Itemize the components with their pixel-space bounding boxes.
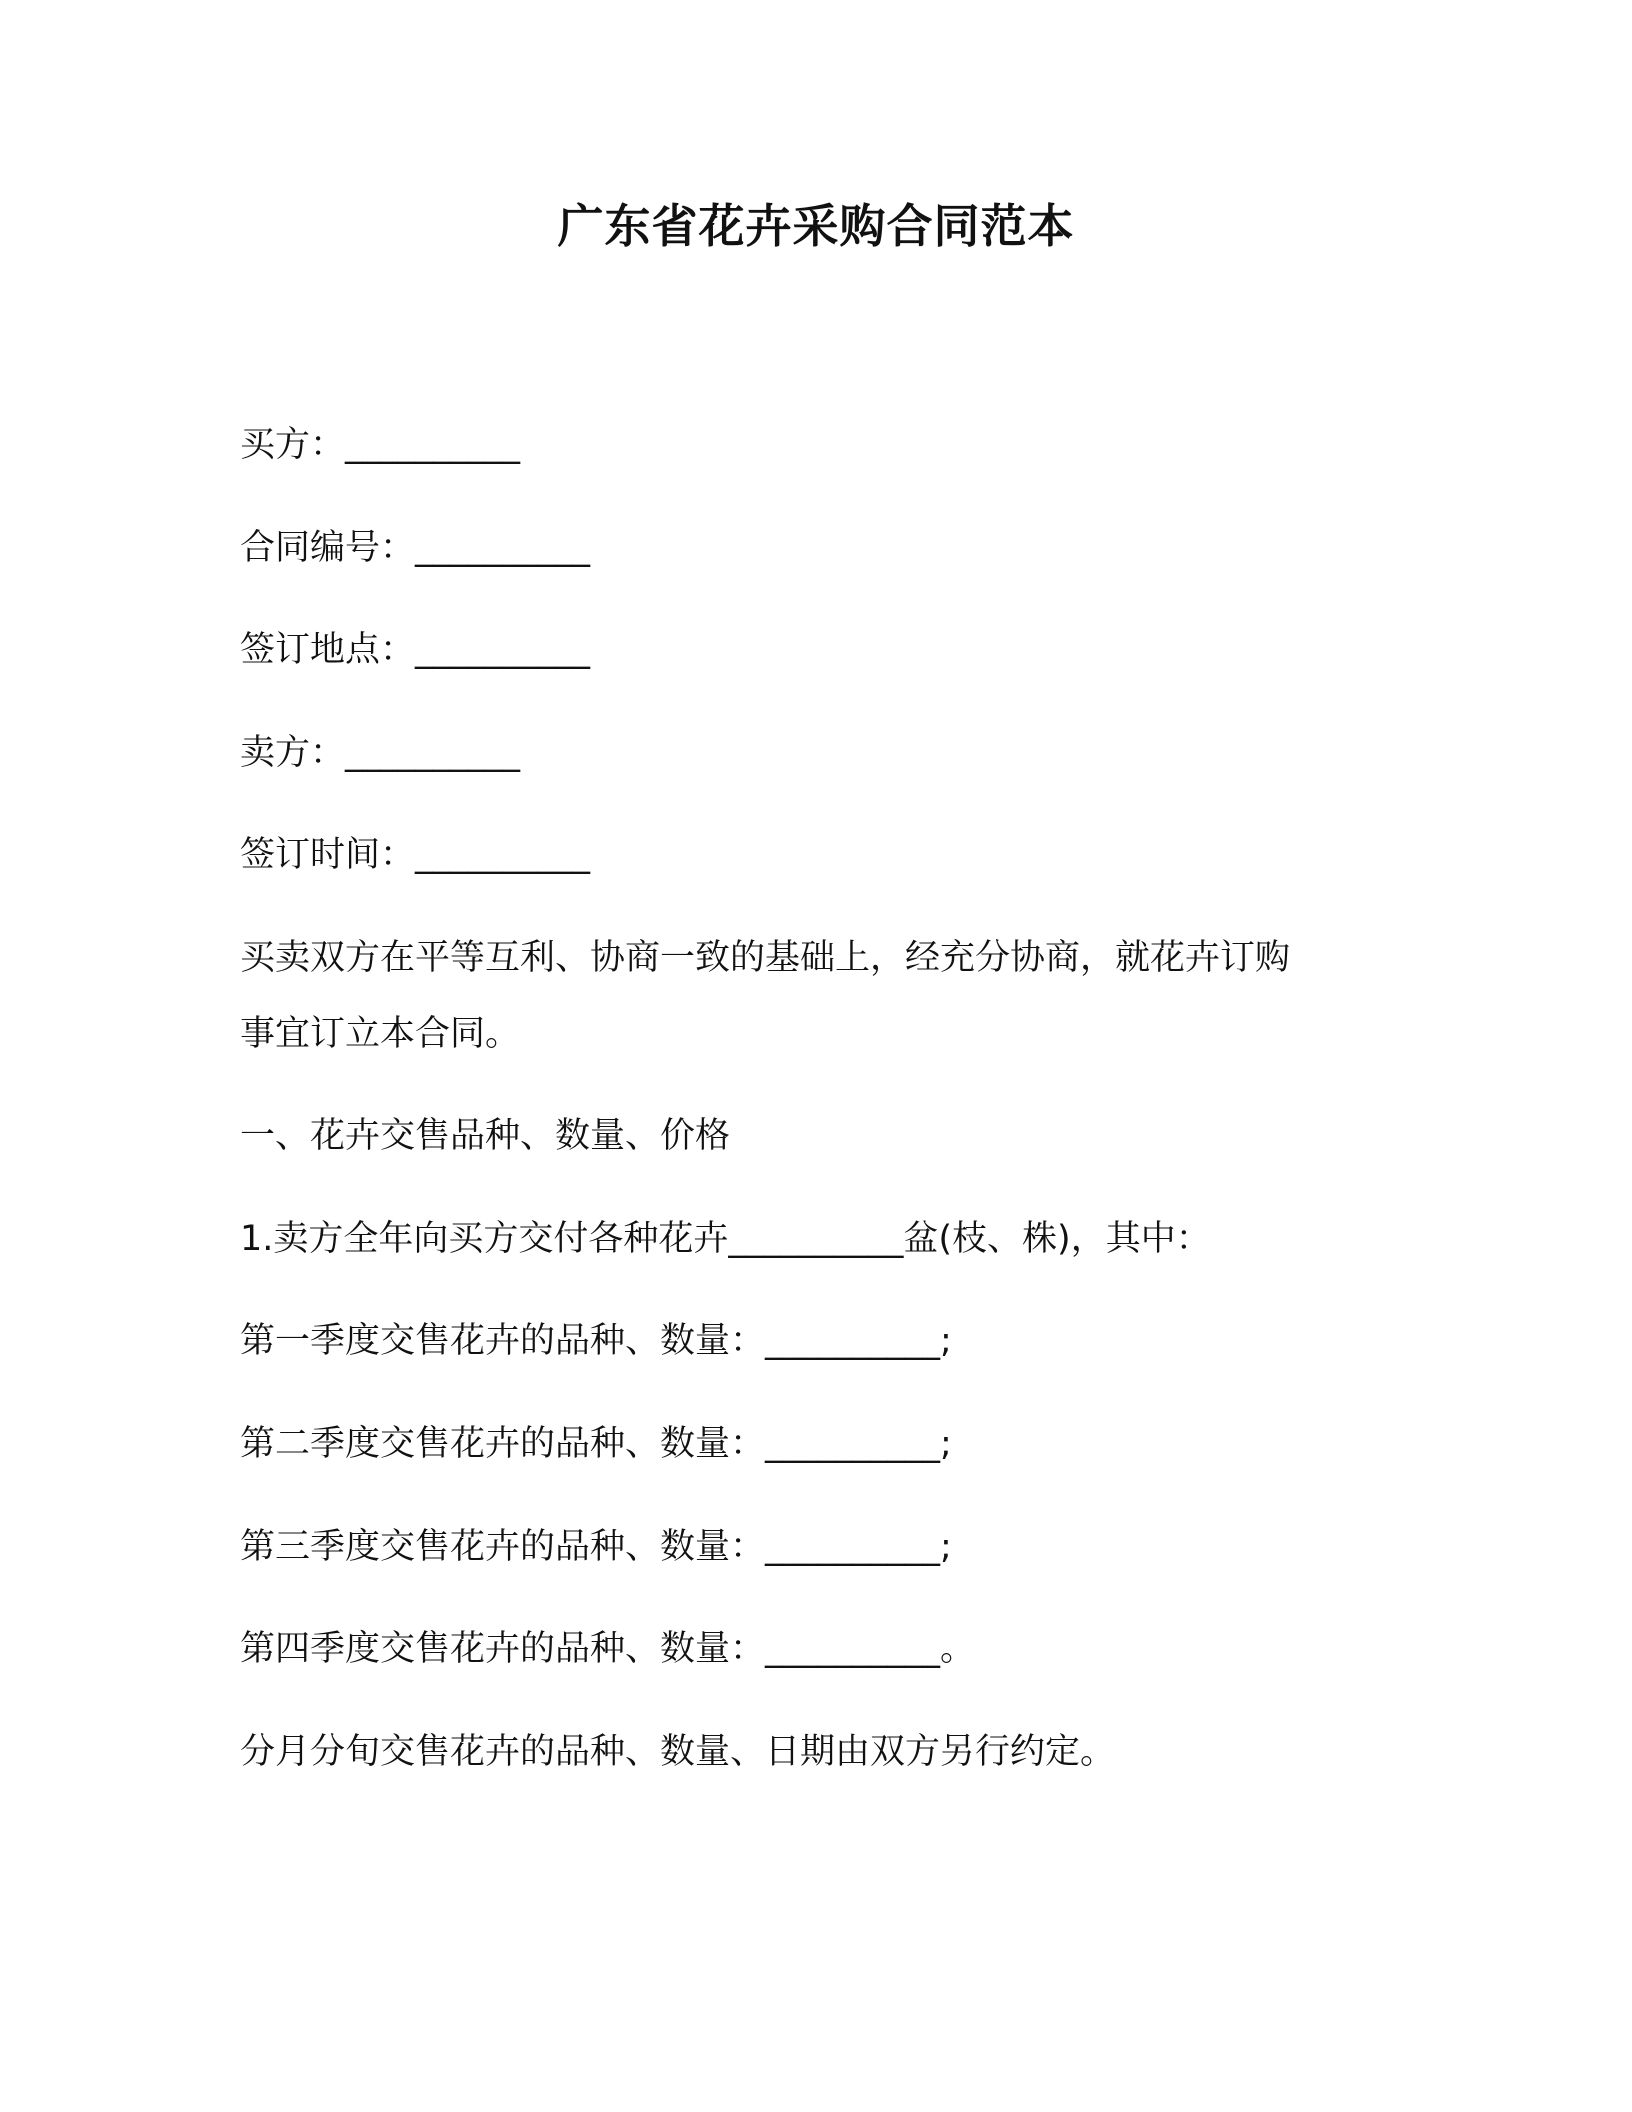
intro-paragraph [240,920,1400,1072]
quarter-3-line: 第三季度交售花卉的品种、数量：__________; [240,1527,952,1567]
sign-time-field: 签订时间：__________ [240,835,591,875]
sign-place-field: 签订地点：__________ [240,630,591,670]
buyer-field: 买方：__________ [240,425,521,465]
intro-line-1: 买卖双方在平等互利、协商一致的基础上，经充分协商，就花卉订购 [240,938,1291,978]
contract-number-field: 合同编号：__________ [240,528,591,568]
intro-line-2: 事宜订立本合同。 [240,1014,521,1054]
seller-field: 卖方：__________ [240,733,521,773]
quarter-2-line: 第二季度交售花卉的品种、数量：__________; [240,1424,952,1464]
section-1-heading: 一、花卉交售品种、数量、价格 [240,1116,731,1156]
document-title: 广东省花卉采购合同范本 [557,199,1075,253]
quarter-1-line: 第一季度交售花卉的品种、数量：__________; [240,1321,952,1361]
section-1-item-1: 1.卖方全年向买方交付各种花卉__________盆(枝、株)，其中： [240,1219,1211,1259]
monthly-schedule-line: 分月分旬交售花卉的品种、数量、日期由双方另行约定。 [240,1732,1116,1772]
quarter-4-line: 第四季度交售花卉的品种、数量：__________。 [240,1629,976,1669]
